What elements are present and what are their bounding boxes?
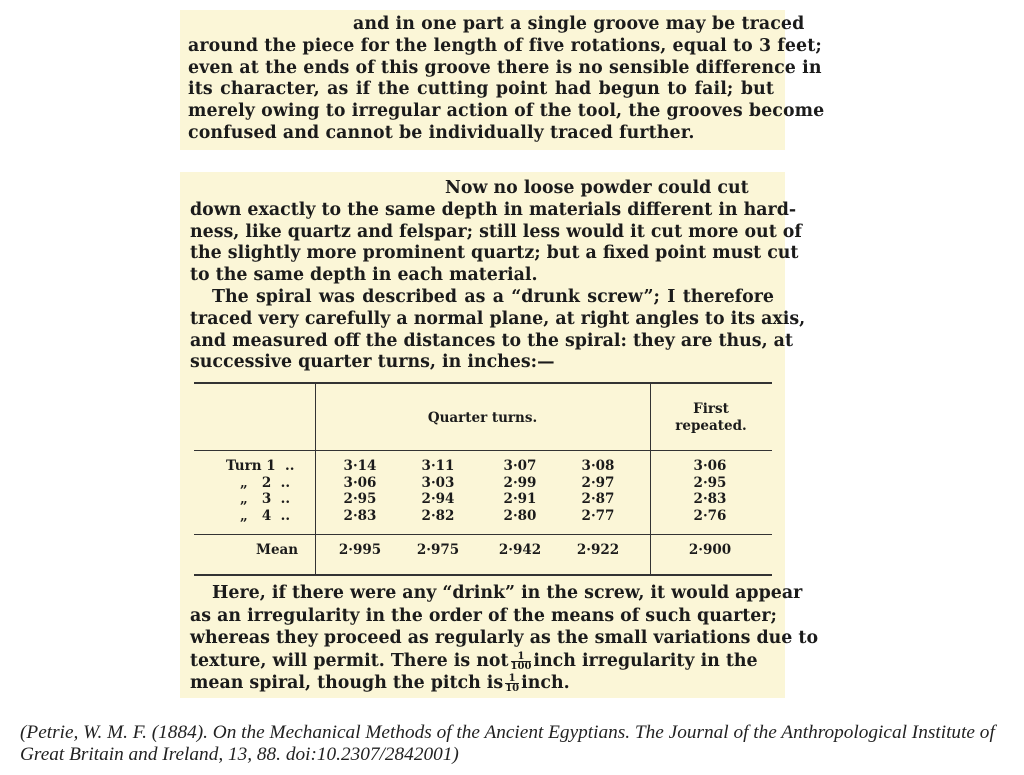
table-cell: 2·83 <box>693 491 727 507</box>
table-cell: 2·91 <box>503 491 537 507</box>
mean-cell: 2·922 <box>576 542 620 558</box>
text-line: and measured off the distances to the spiral: they are thus, at <box>190 330 793 351</box>
fraction <box>511 652 532 671</box>
header-first: First <box>693 401 729 417</box>
text-line: whereas they proceed as regularly as the small variations due to <box>190 628 819 648</box>
row-label: „ 3 .. <box>240 491 291 507</box>
mean-cell: 2·975 <box>416 542 460 558</box>
row-label: „ 4 .. <box>240 508 291 524</box>
fraction-numerator: 1 <box>505 674 519 684</box>
text-line: traced very carefully a normal plane, at right angles to its axis, <box>190 308 806 329</box>
text-line: ness, like quartz and felspar; still less would it cut more out of <box>190 221 802 242</box>
table-cell: 2·95 <box>343 491 377 507</box>
excerpt-after-text <box>190 582 819 695</box>
table-cell: 3·03 <box>421 475 455 491</box>
citation: (Petrie, W. M. F. (1884). On the Mechanical Methods of the Ancient Egyptians. The Journal of the Anthropological Institute of Great Britain and Ireland, 13, 88. doi:10.2307/2842001) <box>20 722 995 765</box>
table-rule-top <box>194 382 772 384</box>
text-line: Here, if there were any “drink” in the screw, it would appear <box>212 583 803 603</box>
text-segment: mean spiral, though the pitch is <box>190 673 504 693</box>
table-cell: 3·14 <box>343 458 377 474</box>
text-line-with-fraction <box>190 650 774 673</box>
text-line: successive quarter turns, in inches:— <box>190 352 555 373</box>
table-cell: 3·06 <box>693 458 727 474</box>
mean-cell: 2·942 <box>498 542 542 558</box>
text-line: around the piece for the length of five rotations, equal to 3 feet; <box>188 35 822 56</box>
header-quarter-turns: Quarter turns. <box>427 410 538 426</box>
table-cell: 2·97 <box>581 475 615 491</box>
text-line: confused and cannot be individually traced further. <box>188 122 695 143</box>
table-rule-header <box>194 450 772 451</box>
table-cell: 2·99 <box>503 475 537 491</box>
fraction-denominator: 100 <box>510 660 532 672</box>
table-cell: 3·07 <box>503 458 537 474</box>
mean-cell: 2·995 <box>338 542 382 558</box>
text-line-with-fraction <box>190 672 774 695</box>
text-line: even at the ends of this groove there is no sensible difference in <box>188 57 822 78</box>
row-label: „ 2 .. <box>240 475 291 491</box>
text-line: to the same depth in each material. <box>190 265 538 286</box>
table-cell: 2·87 <box>581 491 615 507</box>
table-cell: 3·11 <box>421 458 455 474</box>
mean-cell: 2·900 <box>688 542 732 558</box>
table-cell: 2·95 <box>693 475 727 491</box>
fraction-denominator: 10 <box>505 683 520 694</box>
text-segment: inch. <box>521 673 570 693</box>
table-cell: 2·83 <box>343 508 377 524</box>
text-segment: inch irregularity in the <box>533 650 758 671</box>
fraction-numerator: 1 <box>511 652 532 662</box>
table-cell: 2·80 <box>503 508 537 524</box>
scan-excerpt-main <box>180 172 819 698</box>
text-line: The spiral was described as a “drunk screw”; I therefore <box>212 286 774 307</box>
table-cell: 2·76 <box>693 508 727 524</box>
mean-label: Mean <box>256 542 299 558</box>
table-rule-mean <box>194 534 772 535</box>
text-line: as an irregularity in the order of the means of such quarter; <box>190 605 777 626</box>
text-segment: texture, will permit. There is not <box>190 650 509 671</box>
header-repeated: repeated. <box>675 418 747 434</box>
text-line: and in one part a single groove may be traced <box>353 14 805 34</box>
table-cell: 2·82 <box>421 508 455 524</box>
header-first-repeated <box>650 401 772 435</box>
text-line: its character, as if the cutting point had begun to fail; but <box>188 79 774 100</box>
table-cell: 3·08 <box>581 458 615 474</box>
excerpt-main-text <box>190 178 806 374</box>
table-cell: 2·77 <box>581 508 615 524</box>
fraction <box>505 674 519 693</box>
scan-excerpt-top <box>180 10 825 150</box>
text-line: merely owing to irregular action of the tool, the grooves become <box>188 101 825 122</box>
text-line: the slightly more prominent quartz; but a fixed point must cut <box>190 243 799 264</box>
excerpt-top-text <box>188 14 825 145</box>
table-cell: 3·06 <box>343 475 377 491</box>
row-label: Turn 1 .. <box>226 458 295 474</box>
text-line: Now no loose powder could cut <box>445 178 749 198</box>
table-cell: 2·94 <box>421 491 455 507</box>
text-line: down exactly to the same depth in materials different in hard- <box>190 199 797 220</box>
table-rule-bottom <box>194 574 772 576</box>
